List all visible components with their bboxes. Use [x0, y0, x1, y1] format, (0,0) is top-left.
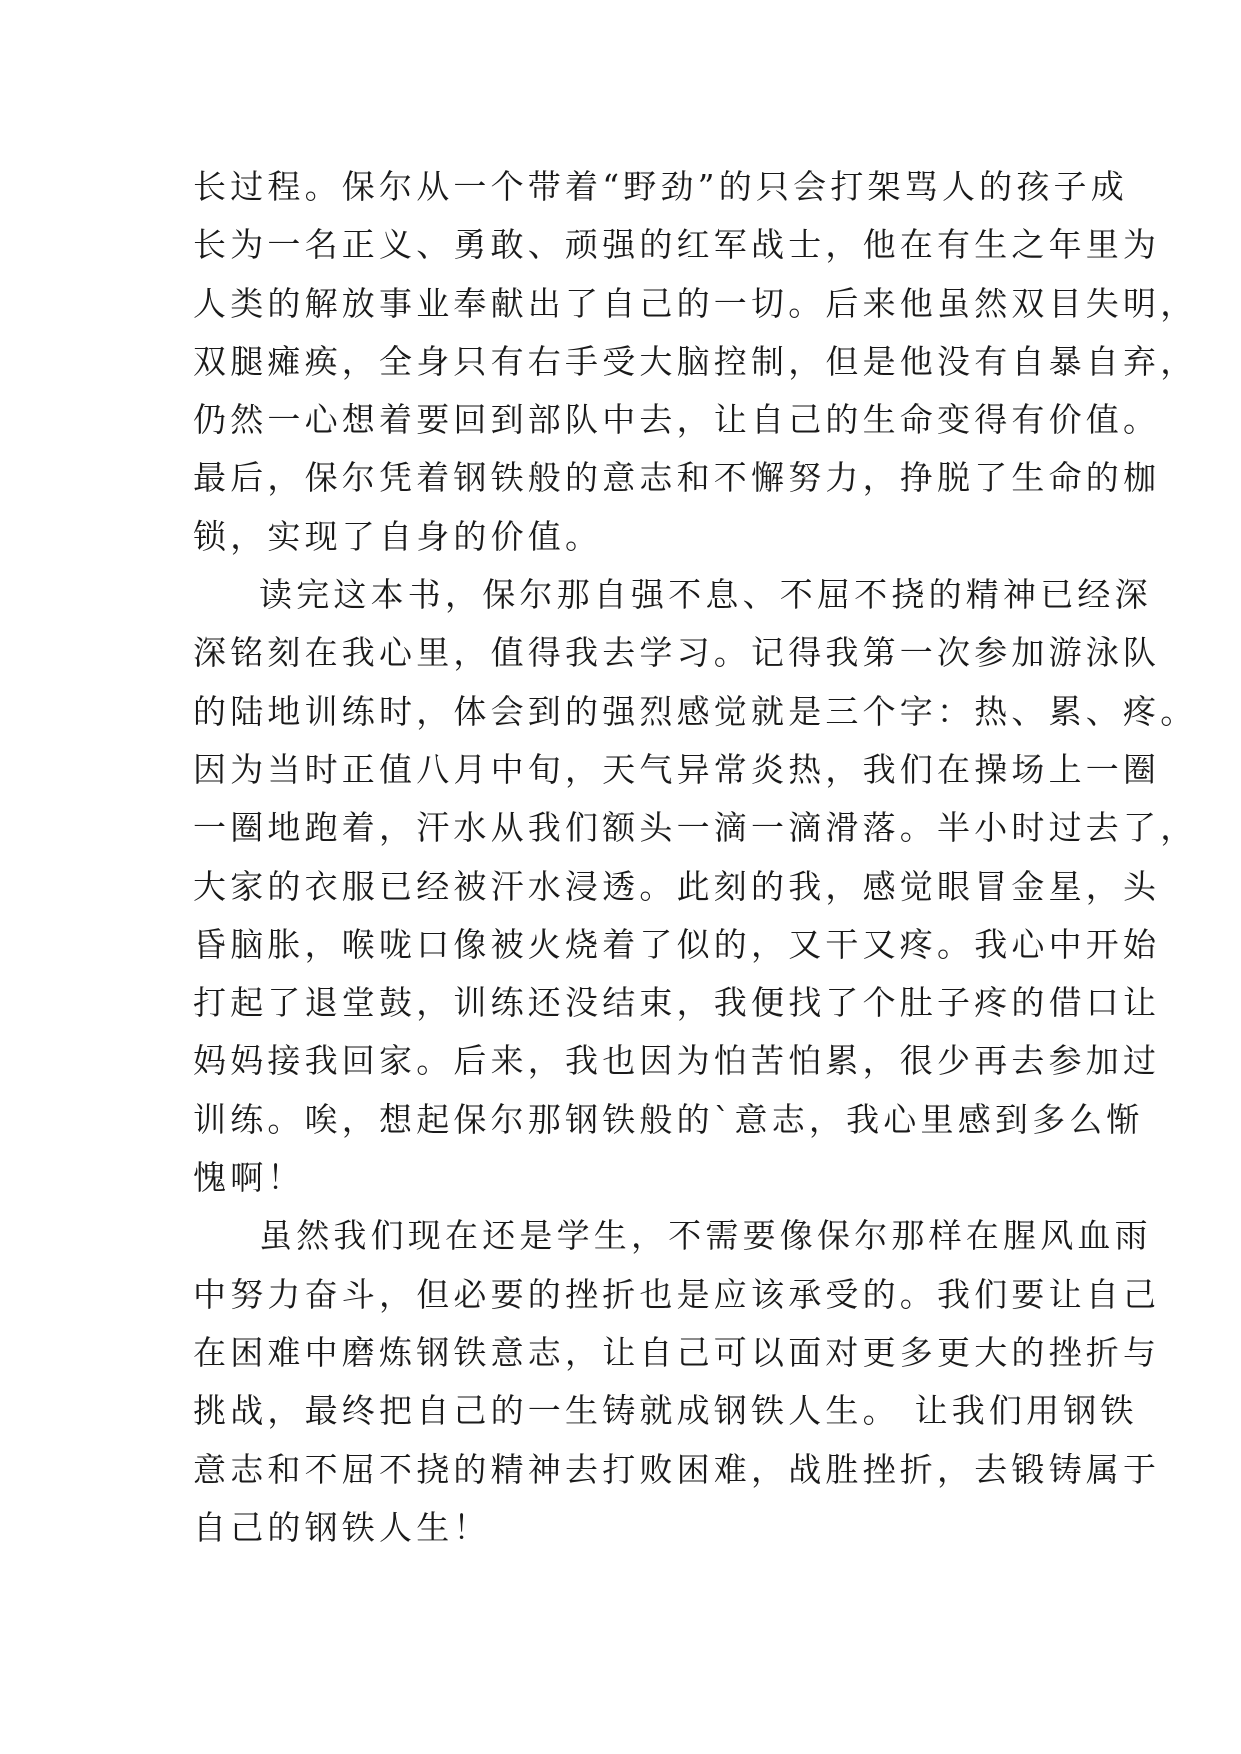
text-line: 锁，实现了自身的价值。: [193, 516, 603, 556]
text-line: 因为当时正值八月中旬，天气异常炎热，我们在操场上一圈: [193, 749, 1161, 789]
text-line: 一圈地跑着，汗水从我们额头一滴一滴滑落。半小时过去了，: [193, 808, 1198, 848]
text-line: 训练。唉，想起保尔那钢铁般的`意志，我心里感到多么惭: [193, 1099, 1144, 1139]
paragraph-first-line: 虽然我们现在还是学生，不需要像保尔那样在腥风血雨: [259, 1216, 1152, 1256]
text-line: 妈妈接我回家。后来，我也因为怕苦怕累，很少再去参加过: [193, 1041, 1161, 1081]
text-line: 长为一名正义、勇敢、顽强的红军战士，他在有生之年里为: [193, 225, 1161, 265]
body-text: [193, 158, 1198, 1557]
paragraph-first-line: 读完这本书，保尔那自强不息、不屈不挠的精神已经深: [259, 575, 1152, 615]
text-line: 的陆地训练时，体会到的强烈感觉就是三个字：热、累、疼。: [193, 691, 1198, 731]
text-line: 人类的解放事业奉献出了自己的一切。后来他虽然双目失明，: [193, 283, 1198, 323]
text-line: 打起了退堂鼓，训练还没结束，我便找了个肚子疼的借口让: [193, 983, 1161, 1023]
text-line: 昏脑胀，喉咙口像被火烧着了似的，又干又疼。我心中开始: [193, 924, 1161, 964]
text-line: 意志和不屈不挠的精神去打败困难，战胜挫折，去锻铸属于: [193, 1449, 1161, 1489]
text-line: 中努力奋斗，但必要的挫折也是应该承受的。我们要让自己: [193, 1274, 1161, 1314]
text-line: 深铭刻在我心里，值得我去学习。记得我第一次参加游泳队: [193, 633, 1161, 673]
text-line: 挑战，最终把自己的一生铸就成钢铁人生。 让我们用钢铁: [193, 1391, 1138, 1431]
text-line: 愧啊！: [193, 1158, 305, 1198]
text-line: 大家的衣服已经被汗水浸透。此刻的我，感觉眼冒金星，头: [193, 866, 1161, 906]
text-line: 双腿瘫痪，全身只有右手受大脑控制，但是他没有自暴自弃，: [193, 341, 1198, 381]
text-line: 自己的钢铁人生！: [193, 1507, 491, 1547]
text-line: 最后，保尔凭着钢铁般的意志和不懈努力，挣脱了生命的枷: [193, 458, 1161, 498]
text-line: 在困难中磨炼钢铁意志，让自己可以面对更多更大的挫折与: [193, 1332, 1161, 1372]
text-line: 仍然一心想着要回到部队中去，让自己的生命变得有价值。: [193, 400, 1161, 440]
text-line: 长过程。保尔从一个带着“野劲”的只会打架骂人的孩子成: [193, 167, 1128, 206]
